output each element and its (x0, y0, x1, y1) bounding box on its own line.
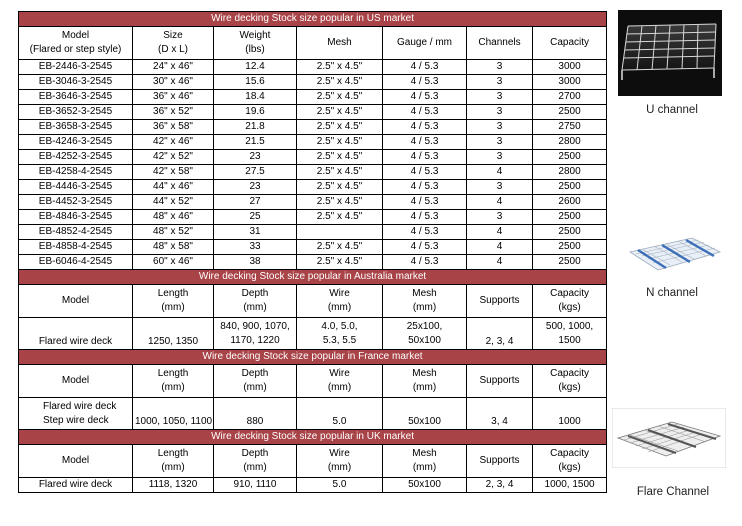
us-cell-capacity: 2500 (533, 225, 607, 240)
australia-depth: 840, 900, 1070, 1170, 1220 (214, 318, 297, 350)
us-cell-gauge: 4 / 5.3 (383, 60, 467, 75)
us-cell-gauge: 4 / 5.3 (383, 195, 467, 210)
france-data-row (19, 398, 607, 430)
us-cell-model: EB-4452-3-2545 (19, 195, 133, 210)
us-cell-capacity: 2500 (533, 180, 607, 195)
us-cell-mesh: 2.5" x 4.5" (297, 240, 383, 255)
us-cell-mesh: 2.5" x 4.5" (297, 255, 383, 270)
uk-header-depth: Depth (mm) (214, 445, 297, 478)
france-header-model: Model (19, 365, 133, 398)
uk-data-row (19, 478, 607, 493)
flare-channel-label: Flare Channel (636, 486, 710, 498)
us-cell-model: EB-4252-3-2545 (19, 150, 133, 165)
us-cell-gauge: 4 / 5.3 (383, 120, 467, 135)
australia-section-title: Wire decking Stock size popular in Australia market (19, 270, 607, 285)
australia-column-headers (19, 285, 607, 318)
us-cell-weight: 18.4 (214, 90, 297, 105)
australia-header-wire: Wire (mm) (297, 285, 383, 318)
us-cell-size: 36" x 58" (133, 120, 214, 135)
us-cell-capacity: 2500 (533, 240, 607, 255)
us-cell-mesh: 2.5" x 4.5" (297, 90, 383, 105)
table-row (19, 165, 607, 180)
australia-mesh: 25x100, 50x100 (383, 318, 467, 350)
us-cell-model: EB-3652-3-2545 (19, 105, 133, 120)
us-cell-channels: 3 (467, 150, 533, 165)
france-capacity: 1000 (533, 398, 607, 430)
us-cell-mesh: 2.5" x 4.5" (297, 60, 383, 75)
us-cell-gauge: 4 / 5.3 (383, 150, 467, 165)
us-cell-mesh: 2.5" x 4.5" (297, 105, 383, 120)
us-rows (19, 60, 607, 270)
us-cell-mesh: 2.5" x 4.5" (297, 165, 383, 180)
us-cell-gauge: 4 / 5.3 (383, 105, 467, 120)
us-header-model: Model (Flared or step style) (19, 27, 133, 60)
table-row (19, 210, 607, 225)
u-channel-label: U channel (646, 104, 698, 116)
france-section-title: Wire decking Stock size popular in France market (19, 350, 607, 365)
us-cell-mesh: 2.5" x 4.5" (297, 120, 383, 135)
us-cell-weight: 31 (214, 225, 297, 240)
us-cell-weight: 23 (214, 180, 297, 195)
france-header-wire: Wire (mm) (297, 365, 383, 398)
australia-header-length: Length (mm) (133, 285, 214, 318)
us-cell-model: EB-4246-3-2545 (19, 135, 133, 150)
australia-model: Flared wire deck (19, 318, 133, 350)
n-channel-photo (620, 232, 724, 280)
australia-header-depth: Depth (mm) (214, 285, 297, 318)
us-cell-size: 48" x 52" (133, 225, 214, 240)
us-cell-gauge: 4 / 5.3 (383, 165, 467, 180)
us-cell-weight: 21.5 (214, 135, 297, 150)
table-row (19, 150, 607, 165)
us-cell-weight: 23 (214, 150, 297, 165)
us-cell-weight: 19.6 (214, 105, 297, 120)
australia-section-header (19, 270, 607, 285)
australia-header-model: Model (19, 285, 133, 318)
us-cell-size: 44" x 52" (133, 195, 214, 210)
us-cell-capacity: 3000 (533, 75, 607, 90)
us-cell-gauge: 4 / 5.3 (383, 75, 467, 90)
uk-header-mesh: Mesh (mm) (383, 445, 467, 478)
uk-section-header (19, 430, 607, 445)
us-cell-capacity: 2800 (533, 135, 607, 150)
us-cell-size: 36" x 46" (133, 90, 214, 105)
wire-decking-table (18, 11, 607, 493)
australia-wire: 4.0, 5.0, 5.3, 5.5 (297, 318, 383, 350)
france-header-capacity: Capacity (kgs) (533, 365, 607, 398)
table-row (19, 225, 607, 240)
flare-channel-photo (612, 408, 726, 468)
us-cell-capacity: 2700 (533, 90, 607, 105)
us-header-mesh: Mesh (297, 27, 383, 60)
australia-supports: 2, 3, 4 (467, 318, 533, 350)
us-section-header (19, 12, 607, 27)
us-cell-model: EB-3646-3-2545 (19, 90, 133, 105)
us-cell-channels: 4 (467, 240, 533, 255)
us-cell-model: EB-4858-4-2545 (19, 240, 133, 255)
us-cell-channels: 4 (467, 255, 533, 270)
us-cell-weight: 33 (214, 240, 297, 255)
us-cell-size: 42" x 58" (133, 165, 214, 180)
table-row (19, 135, 607, 150)
us-cell-model: EB-6046-4-2545 (19, 255, 133, 270)
us-cell-gauge: 4 / 5.3 (383, 255, 467, 270)
table-row (19, 75, 607, 90)
france-supports: 3, 4 (467, 398, 533, 430)
u-channel-photo (618, 10, 722, 96)
france-model: Flared wire deck Step wire deck (19, 398, 133, 430)
france-column-headers (19, 365, 607, 398)
table-row (19, 120, 607, 135)
us-cell-size: 44" x 46" (133, 180, 214, 195)
us-cell-mesh: 2.5" x 4.5" (297, 180, 383, 195)
us-cell-channels: 3 (467, 120, 533, 135)
france-header-supports: Supports (467, 365, 533, 398)
uk-capacity: 1000, 1500 (533, 478, 607, 493)
us-cell-channels: 3 (467, 75, 533, 90)
us-cell-channels: 4 (467, 195, 533, 210)
us-header-channels: Channels (467, 27, 533, 60)
table-row (19, 180, 607, 195)
us-cell-capacity: 2500 (533, 150, 607, 165)
uk-section-title: Wire decking Stock size popular in UK market (19, 430, 607, 445)
australia-header-capacity: Capacity (kgs) (533, 285, 607, 318)
france-header-mesh: Mesh (mm) (383, 365, 467, 398)
us-cell-channels: 3 (467, 60, 533, 75)
us-cell-weight: 27 (214, 195, 297, 210)
us-cell-weight: 25 (214, 210, 297, 225)
us-cell-mesh: 2.5" x 4.5" (297, 75, 383, 90)
us-cell-model: EB-4446-3-2545 (19, 180, 133, 195)
us-cell-gauge: 4 / 5.3 (383, 240, 467, 255)
table-row (19, 195, 607, 210)
us-cell-capacity: 2600 (533, 195, 607, 210)
uk-header-capacity: Capacity (kgs) (533, 445, 607, 478)
us-cell-capacity: 2500 (533, 105, 607, 120)
us-header-weight: Weight (lbs) (214, 27, 297, 60)
us-cell-channels: 3 (467, 90, 533, 105)
table-row (19, 105, 607, 120)
us-cell-size: 24" x 46" (133, 60, 214, 75)
us-cell-size: 48" x 58" (133, 240, 214, 255)
us-cell-size: 48" x 46" (133, 210, 214, 225)
us-cell-channels: 4 (467, 165, 533, 180)
australia-data-row (19, 318, 607, 350)
us-cell-size: 36" x 52" (133, 105, 214, 120)
us-cell-capacity: 2800 (533, 165, 607, 180)
uk-header-supports: Supports (467, 445, 533, 478)
us-cell-capacity: 2500 (533, 255, 607, 270)
us-cell-channels: 3 (467, 105, 533, 120)
table-row (19, 90, 607, 105)
us-header-size: Size (D x L) (133, 27, 214, 60)
australia-length: 1250, 1350 (133, 318, 214, 350)
us-cell-gauge: 4 / 5.3 (383, 135, 467, 150)
us-cell-capacity: 3000 (533, 60, 607, 75)
table-row (19, 60, 607, 75)
us-cell-channels: 3 (467, 210, 533, 225)
us-cell-gauge: 4 / 5.3 (383, 180, 467, 195)
uk-length: 1118, 1320 (133, 478, 214, 493)
france-mesh: 50x100 (383, 398, 467, 430)
uk-mesh: 50x100 (383, 478, 467, 493)
us-cell-channels: 3 (467, 135, 533, 150)
us-cell-weight: 15.6 (214, 75, 297, 90)
australia-header-mesh: Mesh (mm) (383, 285, 467, 318)
us-header-gauge: Gauge / mm (383, 27, 467, 60)
us-cell-gauge: 4 / 5.3 (383, 90, 467, 105)
us-cell-model: EB-3046-3-2545 (19, 75, 133, 90)
us-cell-size: 60" x 46" (133, 255, 214, 270)
us-cell-capacity: 2500 (533, 210, 607, 225)
n-channel-label: N channel (646, 287, 698, 299)
australia-header-supports: Supports (467, 285, 533, 318)
table-row (19, 240, 607, 255)
australia-capacity: 500, 1000, 1500 (533, 318, 607, 350)
us-cell-model: EB-4846-3-2545 (19, 210, 133, 225)
us-cell-capacity: 2750 (533, 120, 607, 135)
us-cell-mesh: 2.5" x 4.5" (297, 195, 383, 210)
uk-model: Flared wire deck (19, 478, 133, 493)
us-cell-gauge: 4 / 5.3 (383, 210, 467, 225)
uk-header-model: Model (19, 445, 133, 478)
uk-header-wire: Wire (mm) (297, 445, 383, 478)
us-section-title: Wire decking Stock size popular in US market (19, 12, 607, 27)
table-row (19, 255, 607, 270)
us-column-headers (19, 27, 607, 60)
us-cell-mesh: 2.5" x 4.5" (297, 135, 383, 150)
uk-depth: 910, 1110 (214, 478, 297, 493)
france-header-length: Length (mm) (133, 365, 214, 398)
us-cell-size: 42" x 52" (133, 150, 214, 165)
us-cell-model: EB-4258-4-2545 (19, 165, 133, 180)
us-cell-mesh: 2.5" x 4.5" (297, 150, 383, 165)
us-cell-gauge: 4 / 5.3 (383, 225, 467, 240)
us-cell-mesh (297, 225, 383, 240)
france-length: 1000, 1050, 1100 (133, 398, 214, 430)
uk-supports: 2, 3, 4 (467, 478, 533, 493)
france-section-header (19, 350, 607, 365)
us-cell-channels: 3 (467, 180, 533, 195)
us-cell-model: EB-4852-4-2545 (19, 225, 133, 240)
us-cell-model: EB-2446-3-2545 (19, 60, 133, 75)
us-cell-weight: 38 (214, 255, 297, 270)
us-cell-weight: 27.5 (214, 165, 297, 180)
us-cell-mesh: 2.5" x 4.5" (297, 210, 383, 225)
us-cell-size: 30" x 46" (133, 75, 214, 90)
uk-column-headers (19, 445, 607, 478)
france-header-depth: Depth (mm) (214, 365, 297, 398)
us-header-capacity: Capacity (533, 27, 607, 60)
us-cell-size: 42" x 46" (133, 135, 214, 150)
us-cell-channels: 4 (467, 225, 533, 240)
us-cell-weight: 21.8 (214, 120, 297, 135)
france-depth: 880 (214, 398, 297, 430)
uk-header-length: Length (mm) (133, 445, 214, 478)
us-cell-model: EB-3658-3-2545 (19, 120, 133, 135)
us-cell-weight: 12.4 (214, 60, 297, 75)
uk-wire: 5.0 (297, 478, 383, 493)
france-wire: 5.0 (297, 398, 383, 430)
